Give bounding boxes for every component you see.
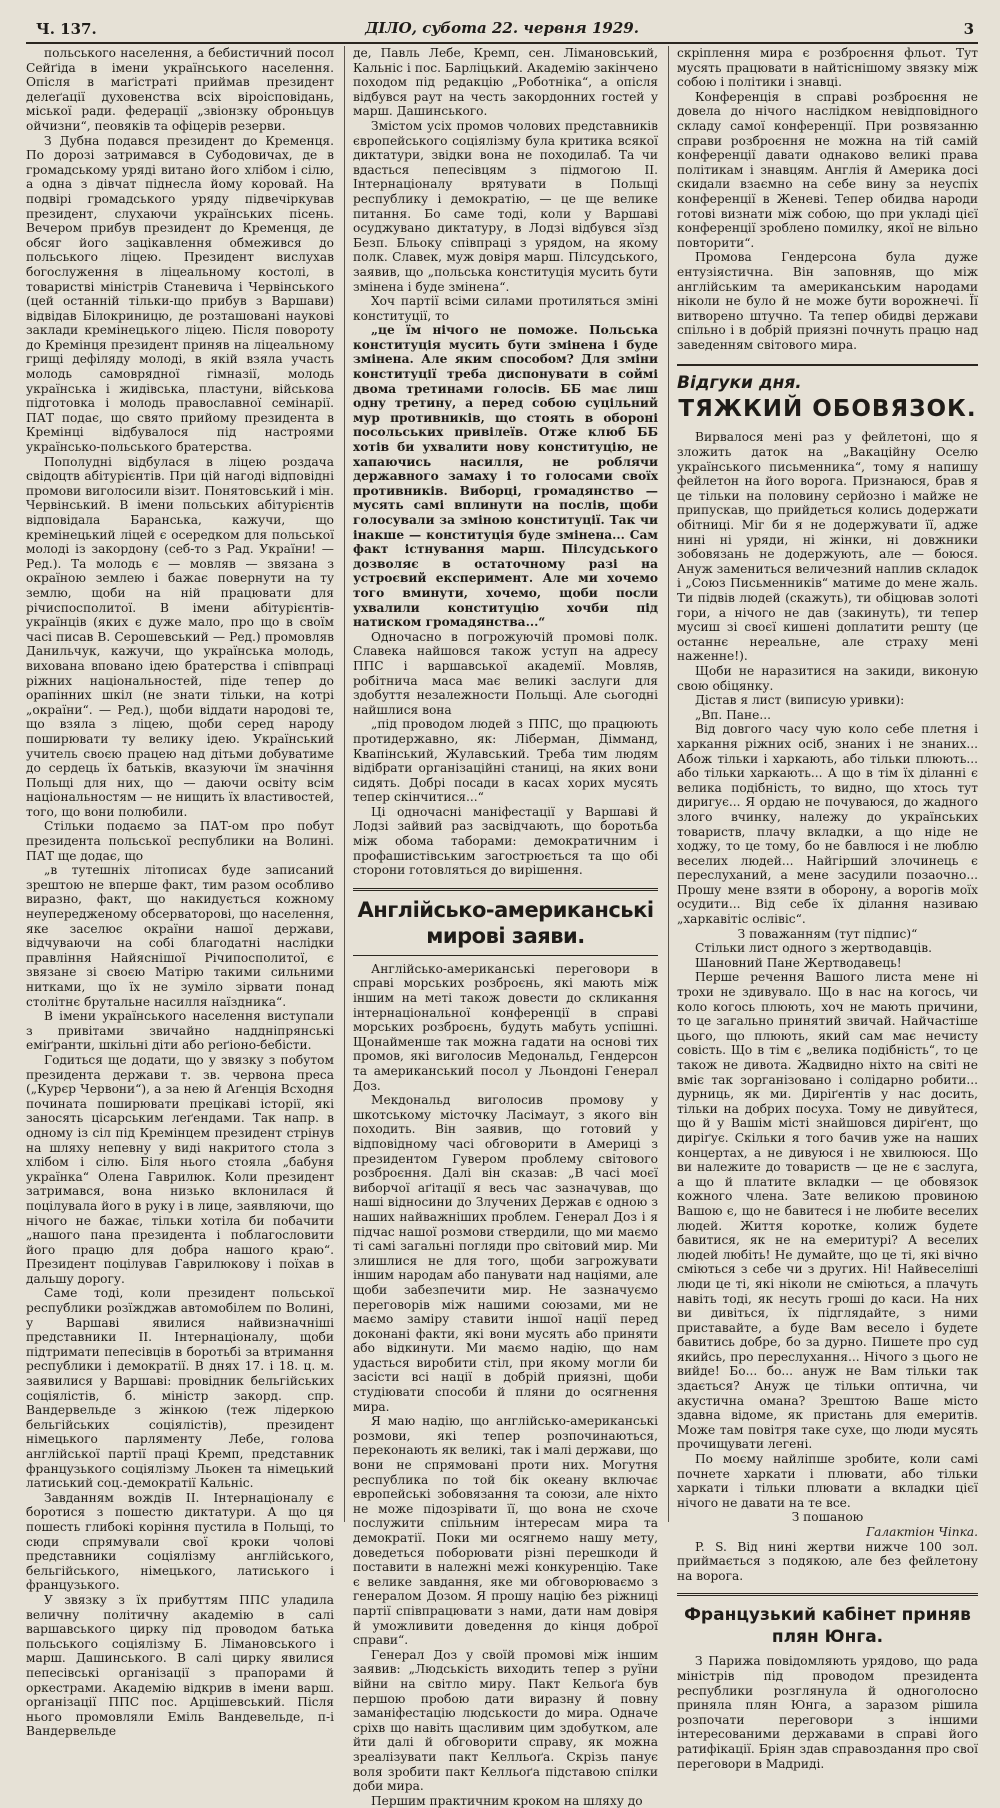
masthead-date-title: ДІЛО, субота 22. червня 1929. [365, 19, 639, 37]
column-2 [344, 46, 658, 1808]
paragraph: Генерал Доз у своїй промові між іншим заявив: „Людськість виходить тепер з руїни війни на світло миру. Пакт Кельоґа був першою пробою дати виразну й повну заманіфестацію людськости до мира. Одначе сріхв що навіть щасливим цим здобутком, але йти далі й обговорити справу, як можна зреалізувати пакт Келльоґа. Скрізь панує воля зробити пакт Келльоґа підставою спілки доби мира. [353, 1647, 658, 1794]
quote-paragraph: „під проводом людей з ППС, що працюють протидержавно, як: Ліберман, Дімманд, Квапінський, Жулавський. Треба тим людям відібрати організаційні станиці, на яких вони сидять. Добрі посади в касах хорих мусять тепер скінчитися...“ [353, 717, 658, 805]
paragraph: В імени українського населення виступали з привітами звичайно наддніпрянські еміґранти, шкільні діти або реґіоно-бебісти. [26, 1009, 334, 1053]
author-signature: Галактіон Чіпка. [866, 1525, 978, 1539]
column-3 [668, 46, 978, 1771]
paragraph: Змістом усіх промов чолових представників європейського соціялізму була критика всякої диктатури, звідки вона не походилаб. Та чи вдасться пепесівцям з підмогою II. Інтернаціоналу врятувати в Польщі республику і демократію, — це ще велике питання. Бо саме тоді, коли у Варшаві осуджувано диктатуру, в Лодзі відбувся зїзд Безп. Бльоку співпраці з урядом, на якому полк. Славек, муж довіря марш. Пілсудського, заявив, що „польська конституція мусить бути змінена і буде змінена“. [353, 118, 658, 294]
paragraph: Першим практичним кроком на шляху до [371, 1793, 643, 1808]
paragraph: Завданням вождів II. Інтернаціоналу є боротися з пошестю диктатури. А що ця пошесть глибокі коріння пустила в Польщі, то сюди спрямували свої кроки чолові представники соціялізму англійського, бельгійського, німецького, латиського і французького. [26, 1490, 334, 1593]
quote-paragraph: „це їм нічого не поможе. Польська конституція мусить бути змінена і буде змінена. Але яким способом? Для зміни конституції треба диспонувати в соймі двома третинами голосів. ББ має лиш одну третину, а перед собою суцільний мур противників, що стоять в обороні посольських привілеїв. Отже клюб ББ хотів би ухвалити нову конституцію, не хапаючись насилля, не роблячи державного замаху і то голосами своїх противників. Виборці, громадянство — мусять самі вплинути на послів, щоби голосували за зміною конституції. Так чи інакше — конституція буде змінена... Сам факт істнування марш. Пілсудського дозволяє в остаточному разі на устроєвий експеримент. Але ми хочемо того вминути, хочемо, щоби посли ухвалили конституцію хочби під натиском громадянства...“ [353, 323, 658, 630]
letter-paragraph: Від довгого часу чую коло себе плетня і харкання ріжних осіб, знаних і не знаних... Абож тільки і харкають, або тільки плюють... або тільки харкають... А що в тім їх діланні є велика подібність, то видно, що хтось тут диригує... Я ордаю не почуваюся, до жадного злого вчинку, належу до українських товариств, плачу вкладки, а що ніде не ходжу, то це тому, бо не бавлюся і не люблю веселих людей... Найгірший злочинець є переслуханий, а мене засудили позаочно... Прошу мене взяти в оборону, а ворогів моїх осудити... Від себе їх ділання називаю „харкавітіс ослівіс“. [677, 722, 978, 927]
postscript: P. S. Від нині жертви нижче 100 зол. приймається з подякою, але без фейлетону на ворога. [677, 1539, 978, 1583]
article-headline: Французький кабінет приняв плян Юнга. [677, 1593, 978, 1648]
paragraph: Саме тоді, коли президент польської республики розїжджав автомобілем по Волині, у Варшаві явилися найвизначніші представники II. Інтернаціоналу, щоби підтримати пепесівців в боротьбі за втримання республики і демократії. В днях 17. і 18. ц. м. заявилися у Варшаві: провідник бельгійських соціялістів, б. міністр закорд. спр. Вандервельде з жінкою (теж лідеркою бельгійських соціялістів), президент німецького парляменту Лебе, голова англійської партії праці Кремп, представник французького соціялізму Льокен та німецький латиський соц.-демократії Кальніс. [26, 1286, 334, 1491]
columns [26, 46, 978, 1808]
paragraph: Одночасно в погрожуючій промові полк. Славека найшовся також уступ на адресу ППС і варшавської академії. Мовляв, робітнича маса має великі заслуги для здобуття незалежности Польщі. Але сьогодні найшлися вона [353, 629, 658, 717]
paragraph: З Дубна подався президент до Кременця. По дорозі затримався в Субодовичах, де в громадському уряді витано його хлібом і сілю, а одна з дівчат піднесла йому коровай. На подвірі громадського уряду підвечіркував президент, слухаючи українських пісень. Вечером прибув президент до Кременця, де обсяг його зацікавлення обмежився до польського ліцею. Президент вислухав богослуження в ліцеальному костолі, в товаристві міністрів Станевича і Червінського (цей останній тільки-що прибув з Варшави) відвідав Білокриницю, де розташовані наукові заклади кремінецького ліцею. Після повороту до Кремінця президент приняв на ліцеальному грищі дефіляду молоді, в якій взяла участь молодь самоврядної гімназії, молодь українська і жидівська, пластуни, військова підготовка і молодь православної семінарії. ПАТ подає, що свято прийому президента в Кремінці відбувалося під настроями українсько-польського братерства. [26, 133, 334, 455]
paragraph: Пополудні відбулася в ліцею роздача свідоцтв абітурієнтів. При цій нагоді відповідні промови виголосили візит. Понятовський і мін. Червінський. В імени польських абітурієнтів відповідала Баранська, кажучи, що кремінецький ліцей є осередком для польської молоді із закордону (себ-то з Рад. України! — Ред.). Та молодь є — мовляв — звязана з окраїною землею і бажає повернути на ту землю, щоби на ній працювати для річиспосполитої. В імени абітурієнтів-українців (яких є дуже мало, про що в своїм часі писав В. Серошевський — Ред.) промовляв Данильчук, кажучи, що українська молодь, вихована вповано ідею братерства і співпраці ріжних національностей, піде тепер до орапінних шкіл (не знати тільки, на котрі „окраїни“. — Ред.), щоби віддати народові те, що взяла з ліцею, щоби серед народу поширювати ту велику ідею. Український учитель своєю працею над дітьми добуватиме до сердець їх батьків, вказуючи їм значіння Польщі для них, що — даючи освіту всім національностям — не нищить їх властивостей, того, що вони полюбили. [26, 454, 334, 819]
column-1 [26, 46, 334, 1739]
paragraph: Годиться ще додати, що у звязку з побутом президента держави т. зв. червона преса („Курєр Червони“), а за нею й Аґенція Всходня почината поширювати прецікаві історії, які заносять цісарським леґендами. Так напр. в одному із сіл під Кремінцем президент стрінув на шляху непевну у виді накритого стола з хлібом і сілю. Біля нього стояла „бабуня українка“ Олена Гаврилюк. Коли президент затримався, вона низько вклонилася й поцілувала його в руку і в лице, заявляючи, що нічого не бажає, тільки хотіла би побачити „нашого пана президента і поблагословити його працю для добра нашого краю“. Президент поцілував Гаврилюкову і поїхав в дальшу дорогу. [26, 1052, 334, 1286]
paragraph: Дістав я лист (виписую уривки): [695, 693, 905, 708]
reply-salutation: Шановний Пане Жертводавець! [695, 955, 902, 970]
paragraph: Мекдональд виголосив промову у шкотському місточку Ласімаут, з якого він походить. Він заявив, що готовий у відповідному часі обговорити в Америці з президентом Гувером проблему світового розброєння. Далі він сказав: „В часі моєї виборчої аґітації я весь час зазначував, що наші відносини до Злучених Держав є одною з наших найважніших проблем. Генерал Доз і я підчас нашої розмови ствердили, що ми маємо ті самі загальні погляди про світовий мир. Ми злишлися не для того, щоби загрожувати іншим народам або панувати над націями, але щоби забезпечити мир. Не зазначуємо переговорів між нашими союзами, ми не маємо заміру ставити іншої нації перед доконані факти, які вони мусять або приняти або відкинути. Ми маємо надію, що нам удасться виробити стіл, при якому могли би засісти всі нації в добрій приязні, щоби студіювати способи й пляни до осягнення мира. [353, 1093, 658, 1414]
page-number: 3 [963, 20, 974, 38]
paragraph: З Парижа повідомляють урядово, що рада міністрів під проводом президента республики розглянула й одноголосно приняла плян Юнга, а заразом рішила розпочати переговори з іншими інтересованими державами в справі його ратифікації. Бріян здав справоздання про свої переговори в Мадриді. [677, 1654, 978, 1771]
paragraph: Ці одночасні маніфестації у Варшаві й Лодзі зайвий раз засвідчають, що боротьба між обома таборами: демократичним і профашистівським загострюється та що обі сторони готовляться до вирішення. [353, 804, 658, 878]
paragraph: Щоби не наразитися на закиди, виконую свою обіцянку. [677, 663, 978, 693]
paragraph: Промова Гендерсона була дуже ентузіястична. Він заповняв, що між англійським та американським народами ніколи не було й не може бути ворожнечі. Її витворено штучно. Та тепер обидві держави спільно і в добрій приязні почнуть працю над заведенням світового мира. [677, 250, 978, 352]
paragraph: Хоч партії всіми силами протиляться зміні конституції, то [353, 294, 658, 323]
paragraph: Стільки подаємо за ПАТ-ом про побут президента польської республики на Волині. ПАТ ще додає, що [26, 819, 334, 863]
paragraph: Конференція в справі розброєння не довела до нічого наслідком невідповідного складу самої конференції. При розвязанню справи розброєння не можна на тій самій конференції давати однаково великі права політикам і знавцям. Англія й Америка досі скидали взаємно на себе вину за неуспіх конференції в Женеві. Тепер обидва народи готові визнати між собою, що при укладі цієї конференції зроблено помилку, якої не вільно повторити“. [677, 89, 978, 250]
paragraph: польського населення, а бебистичний посол Сейґіда в імени українського населення. Опісля в маґістраті приймав президент делеґації духовенства всіх віроісповідань, міської ради. федерації „звіонзку оброньцув ойчизни“, пеовяків та офіцерів резерви. [26, 46, 334, 133]
closing: З пошаною [791, 1510, 864, 1525]
article-headline: Англійсько-американські мирові заяви. [353, 888, 658, 956]
paragraph: Стільки лист одного з жертводавців. [695, 941, 932, 956]
paragraph: де, Павль Лебе, Кремп, сен. Лімановський, Кальніс і пос. Барліцький. Академію закінчено походом під редакцію „Роботніка“, а опісля відбувся раут на честь закордонних гостей у марш. Дашинського. [353, 46, 658, 119]
issue-number: Ч. 137. [36, 20, 97, 38]
feuilleton-title: ТЯЖКИЙ ОБОВЯЗОК. [678, 396, 977, 423]
paragraph: Вирвалося мені раз у фейлетоні, що я зложить даток на „Вакаційну Оселю українського письменника“, тому я напишу фейлетон на його ворога. Признаюся, брав я це тільки на половину серйозно і майже не припускав, що прийдеться колись додержати обітниці. Міг би я не додержувати її, адже нині ні уряди, ні жінки, ні довжники зобовязань не додержують, але — боюся. Ануж замениться величезний наплив складок і „Союз Письменників“ матиме до мене жаль. Ти підвів людей (скажуть), ти обіцював золоті гори, а нічого не дав (закинуть), ти тепер мусиш зі своєї кишені доплатити решту (це останнє нереальне, але страху мені наженне!). [677, 430, 978, 664]
rubric-label: Відгуки дня. [677, 364, 978, 394]
letter-salutation: „Вп. Пане... [695, 707, 771, 722]
paragraph: Перше речення Вашого листа мене ні трохи не здивувало. Що в нас на когось, чи коло когось плюють, хоч не мають причини, то це загально принятий звичай. Найчастіше цього, що плюють, який сам має нечисту совість. Що в тім є „велика подібність“, то це також не дивота. Жадвидно ніхто на світі не вміє так зорганізовано і солідарно робити... дурниць, як ми. Диріґентів у нас досить, тільки на добрих посуха. Тому не дивуйтеся, що й у Вашім місті знайшовся диріґент, що диріґує. Скільки я того бачив уже на наших концертах, а не дивуюся і не хвилююся. Що ви належите до товариств — це не є заслуга, а що й платите вкладки — це обовязок кожного члена. Зате великою провиною Вашою є, що не бавитеся і не любите веселих людей. Життя коротке, колиж будете бавитися, як не на емеритурі? А веселих людей любіть! Не думайте, що це ті, які вічно сміються з себе чи з других. Ні! Найвеселіші люди це ті, які ніколи не сміються, а плачуть навіть тоді, як несуть гроші до каси. На них ви дивіться, їх підглядайте, з ними приставайте, а буде Вам весело і будете бавитись добре, бо за дурно. Пишете про суд якийсь, про переслухання... Нічого з цього не вийде! Бо... бо... ануж не Вам тільки так здається? Ануж це тільки оптична, чи акустична омана? Зрештою Ваше місто здавна відоме, як пристань для емеритів. Може там повітря таке сухе, що люди мусять прочищувати легені. [677, 970, 978, 1452]
paragraph: скріплення мира є розброєння фльот. Тут мусять працювати в найтіснішому звязку між собою і політики і знавці. [677, 46, 978, 90]
masthead [26, 14, 978, 44]
paragraph: Я маю надію, що англійсько-американські розмови, які тепер розпочинаються, переконають як великі, так і малі держави, що вони не спрямовані проти них. Могутня республика по той бік океану включає европейські зобовязання та союзи, але ніхто не може підозрівати її, що вона не схоче послужити спільним інтересам мира та демократії. Поки ми осягнемо нашу мету, доведеться поборювати різні перешкоди й поставити в належні межі конкуренцію. Таке є велике завдання, яке ми обговорюваємо з генералом Дозом. Я прошу націю без ріжниці партії співпрацювати з нами, дати нам довіря й уможливити доведення до кінця доброї справи“. [353, 1414, 658, 1648]
quote-paragraph: „в тутешніх літописах буде записаний зрештою не вперше факт, тим разом особливо виразно, факт, що накидується кожному неупередженому обсерваторові, що населення, яке заселює окраїни нашої держави, відчуваючи на собі благодатні наслідки правління Найяснішої Річипосполитої, є звязане зі своєю Матірю такими сильними нитками, що їх не зуміло зірвати понад столітнє брутальне насилля наїздника“. [26, 863, 334, 1009]
paragraph: У звязку з їх прибуттям ППС уладила величну політичну академію в салі варшавського цирку під проводом батька польського соціялізму Б. Лімановського і марш. Дашинського. В салі цирку явилися пепесівські організації з прапорами й оркестрами. Академію відкрив в імени варш. організації ППС пос. Арцішевський. Після нього промовляли Еміль Вандевельде, п-і Вандервельде [26, 1592, 334, 1739]
letter-signature: З поважанням (тут підпис)“ [737, 926, 918, 941]
paragraph: По моєму найліпше зробите, коли самі почнете харкати і плювати, або тільки харкати і тільки плювати а вкладки цієї нічого не давати на те все. [677, 1452, 978, 1510]
paragraph: Англійсько-американські переговори в справі морських розброєнь, які мають між іншим на меті також довести до скликання інтернаціональної конференції в справі морських розброєнь, будуть мабуть успішні. Щонайменше так можна гадати на основі тих промов, які виголосив Медональд, Гендерсон та американський посол у Льондоні Генерал Доз. [353, 961, 658, 1093]
